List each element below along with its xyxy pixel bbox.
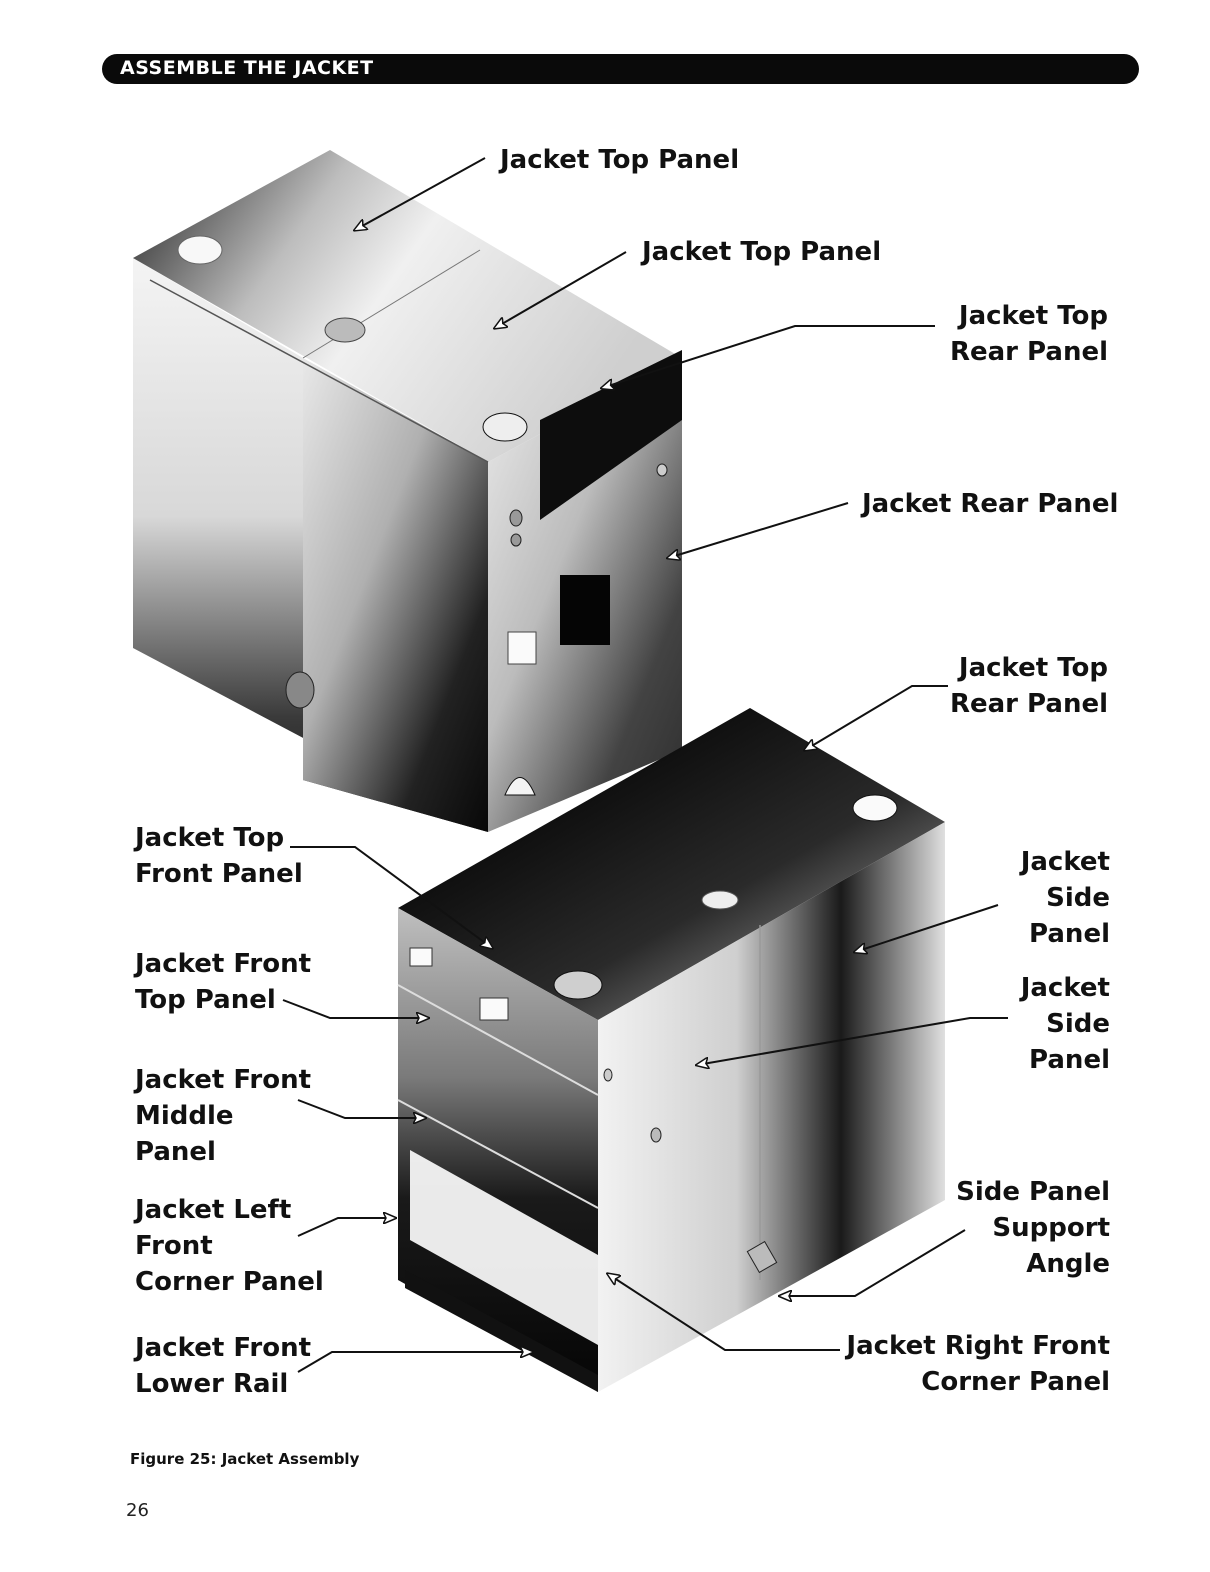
- label-line: Corner Panel: [921, 1367, 1110, 1397]
- label-line: Side: [1046, 883, 1110, 913]
- label-line: Rear Panel: [949, 337, 1108, 367]
- label-jacket-side-panel-2: [1021, 970, 1110, 1078]
- label-line: Panel: [1029, 1045, 1110, 1075]
- label-line: Support: [992, 1213, 1110, 1243]
- label-line: Lower Rail: [135, 1369, 289, 1399]
- label-jacket-side-panel-1: [1021, 844, 1110, 952]
- label-jacket-top-rear-panel-1: [950, 298, 1108, 370]
- label-line: Rear Panel: [949, 689, 1108, 719]
- label-line: Jacket Top: [135, 823, 285, 853]
- section-title: ASSEMBLE THE JACKET: [120, 57, 374, 79]
- upper-boiler-jacket: [133, 150, 682, 832]
- label-jacket-front-middle-panel: [135, 1062, 311, 1170]
- leader-top-rear-2: [805, 686, 948, 750]
- label-line: Side Panel: [956, 1177, 1110, 1207]
- lower-knockout: [604, 1069, 612, 1081]
- label-jacket-top-rear-panel-2: [950, 650, 1108, 722]
- upper-knockout: [510, 510, 522, 526]
- lower-front-label: [480, 998, 508, 1020]
- label-line: Jacket Front: [135, 1333, 312, 1363]
- label-line: Angle: [1026, 1249, 1110, 1279]
- figure-caption: Figure 25: Jacket Assembly: [130, 1450, 360, 1468]
- label-side-panel-support-angle: [956, 1174, 1110, 1282]
- lower-top-opening: [853, 795, 897, 821]
- label-line: Front Panel: [135, 859, 303, 889]
- label-line: Jacket: [1020, 847, 1110, 877]
- label-line: Jacket Front: [135, 949, 312, 979]
- label-line: Jacket Right Front: [846, 1331, 1110, 1361]
- leader-rear-panel: [668, 503, 848, 558]
- label-line: Panel: [135, 1137, 216, 1167]
- label-line: Jacket: [1020, 973, 1110, 1003]
- label-line: Panel: [1029, 919, 1110, 949]
- page-number: 26: [126, 1500, 149, 1521]
- label-line: Top Panel: [135, 985, 276, 1015]
- label-jacket-left-front-corner-panel: [135, 1192, 324, 1300]
- leader-front-lower-rail: [298, 1352, 532, 1372]
- label-jacket-right-front-corner-panel: [846, 1328, 1110, 1400]
- upper-panel-cutout: [560, 575, 610, 645]
- label-line: Middle: [135, 1101, 234, 1131]
- upper-knockout: [657, 464, 667, 476]
- label-jacket-front-lower-rail: [135, 1330, 311, 1402]
- label-jacket-top-panel-2: Jacket Top Panel: [642, 237, 882, 267]
- label-jacket-front-top-panel: [135, 946, 311, 1018]
- upper-top-opening: [483, 413, 527, 441]
- label-line: Jacket Top: [958, 301, 1108, 331]
- label-jacket-rear-panel: Jacket Rear Panel: [862, 489, 1119, 519]
- label-jacket-top-front-panel: [135, 820, 303, 892]
- label-line: Jacket Front: [135, 1065, 312, 1095]
- upper-top-opening: [325, 318, 365, 342]
- label-line: Jacket Left: [135, 1195, 292, 1225]
- label-line: Front: [135, 1231, 213, 1261]
- lower-knockout: [651, 1128, 661, 1142]
- upper-top-opening: [178, 236, 222, 264]
- lower-top-opening: [702, 891, 738, 909]
- label-line: Corner Panel: [135, 1267, 324, 1297]
- label-line: Side: [1046, 1009, 1110, 1039]
- upper-knockout: [286, 672, 314, 708]
- label-jacket-top-panel-1: Jacket Top Panel: [500, 145, 740, 175]
- upper-knockout: [511, 534, 521, 546]
- lower-front-label: [410, 948, 432, 966]
- lower-top-opening: [554, 971, 602, 999]
- label-line: Jacket Top: [958, 653, 1108, 683]
- upper-panel-label: [508, 632, 536, 664]
